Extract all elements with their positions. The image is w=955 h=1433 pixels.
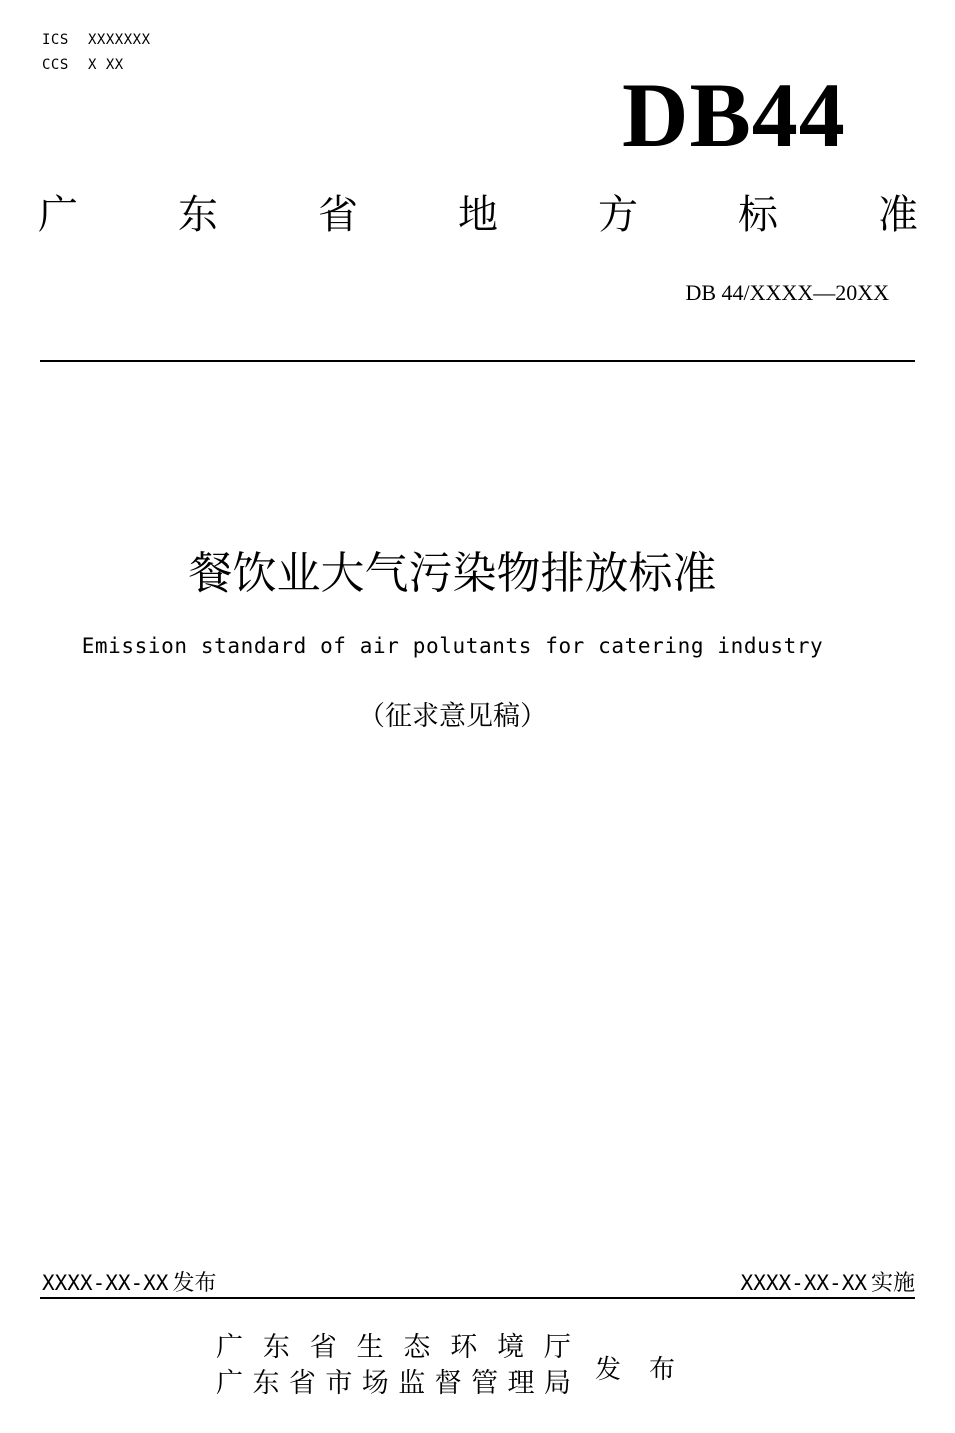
issuer-char: 场 — [361, 1368, 389, 1399]
standard-type-heading — [38, 190, 918, 240]
issuer-char: 环 — [450, 1332, 478, 1363]
issue-action-char: 布 — [648, 1355, 675, 1385]
ics-value: XXXXXXX — [88, 32, 151, 48]
issuer-char: 督 — [434, 1368, 462, 1399]
bottom-divider — [40, 1297, 915, 1299]
issuer-char: 管 — [471, 1368, 499, 1399]
issuer-char: 监 — [398, 1368, 426, 1399]
issuer-char: 广 — [216, 1332, 243, 1363]
issuer-char: 东 — [252, 1368, 280, 1399]
db44-logo: DB44 — [622, 64, 846, 166]
ccs-code — [42, 57, 124, 73]
date-row — [42, 1268, 915, 1298]
publish-date-value: XXXX-XX-XX — [42, 1271, 169, 1295]
issuer-char: 生 — [356, 1332, 384, 1363]
draft-note: （征求意见稿） — [358, 701, 547, 732]
issuer-market-regulation-bureau — [216, 1366, 571, 1402]
ics-label: ICS — [42, 32, 69, 48]
issuer-char: 理 — [507, 1368, 535, 1399]
standard-type-char: 省 — [318, 192, 358, 238]
issuer-char: 局 — [543, 1368, 571, 1399]
ics-code — [42, 32, 151, 48]
issuer-ecology-environment-dept — [216, 1330, 571, 1366]
implement-date — [741, 1268, 915, 1299]
standard-type-char: 标 — [738, 192, 778, 238]
issuer-char: 态 — [403, 1332, 431, 1363]
standard-number: DB 44/XXXX—20XX — [685, 280, 889, 305]
standard-type-char: 地 — [458, 192, 498, 238]
issuer-char: 厅 — [543, 1332, 571, 1363]
title-chinese: 餐饮业大气污染物排放标准 — [188, 548, 717, 599]
top-divider — [40, 360, 915, 362]
issuer-char: 广 — [216, 1368, 243, 1399]
issue-action-char: 发 — [595, 1355, 622, 1385]
implement-date-value: XXXX-XX-XX — [740, 1271, 867, 1295]
issuer-char: 省 — [288, 1368, 316, 1399]
issuing-authorities — [216, 1330, 576, 1402]
standard-type-char: 东 — [178, 192, 218, 238]
publish-date — [42, 1268, 216, 1299]
issue-action — [595, 1352, 675, 1388]
issuer-char: 东 — [262, 1332, 290, 1363]
standard-type-char: 方 — [598, 192, 638, 238]
issuer-char: 境 — [497, 1332, 525, 1363]
title-english: Emission standard of air polutants for catering industry — [81, 634, 824, 658]
issuer-char: 省 — [309, 1332, 337, 1363]
implement-date-label: 实施 — [870, 1271, 915, 1296]
ccs-label: CCS — [42, 57, 69, 73]
standard-type-char: 广 — [38, 192, 78, 238]
issuer-char: 市 — [325, 1368, 353, 1399]
publish-date-label: 发布 — [172, 1271, 217, 1296]
ccs-value: X XX — [88, 57, 124, 73]
standard-type-char: 准 — [878, 192, 918, 238]
